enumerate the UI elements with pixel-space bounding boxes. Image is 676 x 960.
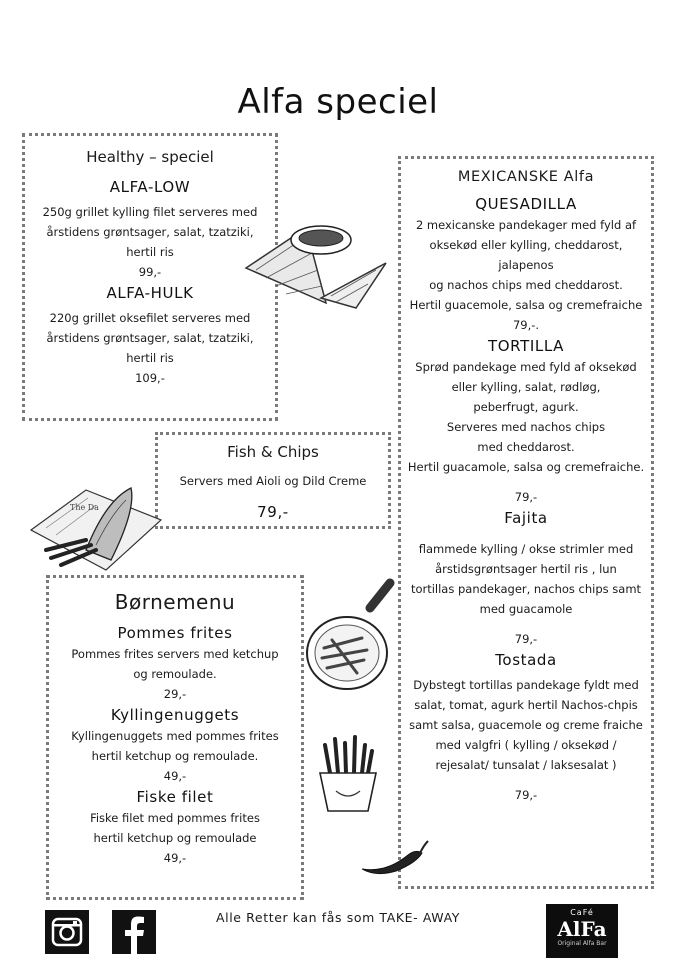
healthy-title: Healthy – speciel [86, 148, 214, 166]
menu-item-desc: årstidens grøntsager, salat, tzatziki, [46, 331, 254, 345]
takeaway-note: Alle Retter kan fås som TAKE- AWAY [216, 910, 460, 925]
menu-item-name: ALFA-LOW [109, 178, 191, 196]
menu-item-desc: Pommes frites servers med ketchup [71, 647, 279, 661]
menu-item-name: TORTILLA [487, 337, 564, 355]
chili-pepper-illustration [356, 835, 430, 877]
menu-item-desc: 250g grillet kylling filet serveres med [42, 205, 258, 219]
menu-item-desc: Sprød pandekage med fyld af oksekød [415, 360, 637, 374]
menu-item-desc: hertil ris [126, 245, 174, 259]
menu-item-desc: hertil ketchup og remoulade. [91, 749, 259, 763]
menu-item-price: 79,- [514, 788, 538, 802]
fish-and-chips-illustration [26, 480, 166, 580]
menu-item-price: 99,- [138, 265, 162, 279]
menu-item-desc: 2 mexicanske pandekager med fyld af [415, 218, 637, 232]
menu-item-name: Pommes frites [117, 624, 233, 642]
menu-item-price: 109,- [135, 371, 165, 385]
menu-item-desc: Serveres med nachos chips [446, 420, 606, 434]
menu-item-price: 49,- [163, 851, 187, 865]
menu-item-desc: eller kylling, salat, rødløg, [451, 380, 601, 394]
menu-item-name: Fajita [504, 509, 548, 527]
fish-title: Fish & Chips [227, 443, 319, 461]
menu-item-price: 49,- [163, 769, 187, 783]
menu-item-desc: rejesalat/ tunsalat / laksesalat ) [435, 758, 617, 772]
quesadilla-illustration [236, 208, 396, 318]
fish-desc: Servers med Aioli og Dild Creme [179, 474, 367, 488]
logo-name-text: AlFa [557, 917, 607, 941]
fries-skillet-illustration [302, 578, 402, 698]
menu-item-price: 79,- [514, 490, 538, 504]
menu-item-desc: peberfrugt, agurk. [473, 400, 579, 414]
logo-tagline: Original Alfa Bar [557, 940, 607, 947]
menu-item-desc: med valgfri ( kylling / oksekød / [435, 738, 617, 752]
page-title: Alfa speciel [237, 82, 439, 122]
menu-item-desc: Dybstegt tortillas pandekage fyldt med [413, 678, 639, 692]
kids-menu-box [46, 575, 304, 900]
menu-item-name: QUESADILLA [475, 195, 577, 213]
fish-price: 79,- [257, 503, 289, 521]
mexican-menu-box [398, 156, 654, 889]
menu-item-name: ALFA-HULK [106, 284, 194, 302]
logo-cafe-text: CaFé [570, 908, 594, 917]
menu-item-desc: samt salsa, guacemole og creme fraiche [409, 718, 643, 732]
mexican-title: MEXICANSKE Alfa [457, 169, 595, 185]
menu-item-name: Tostada [495, 651, 557, 669]
cafe-alfa-logo [546, 904, 618, 958]
menu-item-desc: jalapenos [498, 258, 554, 272]
menu-item-desc: tortillas pandekager, nachos chips samt [410, 582, 642, 596]
menu-item-desc: Fiske filet med pommes frites [90, 811, 260, 825]
menu-item-desc: Hertil guacamole, salsa og cremefraiche. [407, 460, 645, 474]
menu-item-price: 79,-. [512, 318, 540, 332]
menu-item-desc: flammede kylling / okse strimler med [418, 542, 634, 556]
menu-item-desc: hertil ris [126, 351, 174, 365]
menu-item-desc: hertil ketchup og remoulade [93, 831, 257, 845]
menu-item-desc: Kyllingenuggets med pommes frites [71, 729, 279, 743]
menu-item-desc: med cheddarost. [477, 440, 575, 454]
svg-text:The Da: The Da [70, 503, 99, 512]
fries-cup-illustration [310, 735, 386, 815]
menu-item-name: Kyllingenuggets [110, 706, 240, 724]
menu-item-desc: 220g grillet oksefilet serveres med [49, 311, 251, 325]
menu-item-desc: årstidsgrøntsager hertil ris , lun [435, 562, 617, 576]
menu-item-price: 79,- [514, 632, 538, 646]
menu-item-desc: oksekød eller kylling, cheddarost, [429, 238, 623, 252]
menu-item-desc: årstidens grøntsager, salat, tzatziki, [46, 225, 254, 239]
menu-item-price: 29,- [163, 687, 187, 701]
menu-item-desc: Hertil guacemole, salsa og cremefraiche [409, 298, 643, 312]
menu-item-desc: og nachos chips med cheddarost. [429, 278, 623, 292]
fish-chips-box [155, 432, 391, 529]
menu-item-name: Fiske filet [136, 788, 214, 806]
menu-item-desc: med guacamole [479, 602, 573, 616]
menu-item-desc: og remoulade. [133, 667, 217, 681]
kids-title: Børnemenu [114, 590, 236, 614]
menu-item-desc: salat, tomat, agurk hertil Nachos-chpis [414, 698, 638, 712]
